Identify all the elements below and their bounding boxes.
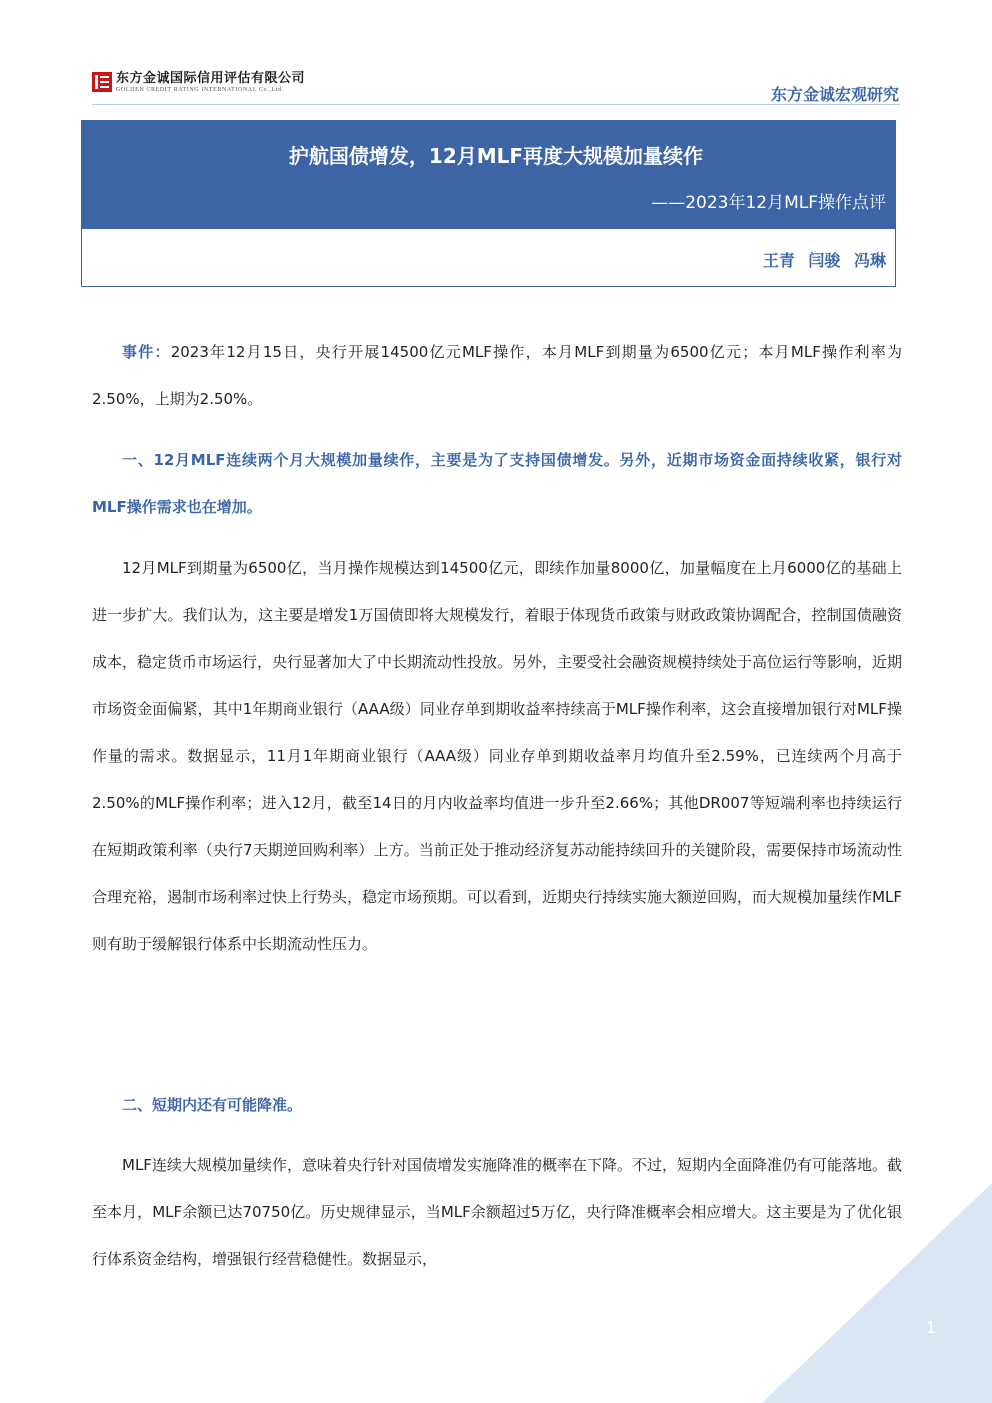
report-subtitle: ——2023年12月MLF操作点评 [651,193,886,213]
section-1-paragraph: 12月MLF到期量为6500亿，当月操作规模达到14500亿元，即续作加量8000亿，加量幅度在上月6000亿的基础上进一步扩大。我们认为，这主要是增发1万国债即将大规模发行，着眼于体现货币政策与财政政策协调配合，控制国债融资成本，稳定货币市场运行，央行显著加大了中长期流动性投放。另外，主要受社会融资规模持续处于高位运行等影响，近期市场资金面偏紧，其中1年期商业银行（AAA级）同业存单到期收益率持续高于MLF操作利率，这会直接增加银行对MLF操作量的需求。数据显示，11月1年期商业银行（AAA级）同业存单到期收益率月均值升至2.59%，已连续两个月高于2.50%的MLF操作利率；进入12月，截至14日的月内收益率均值进一步升至2.66%；其他DR007等短端利率也持续运行在短期政策利率（央行7天期逆回购利率）上方。当前正处于推动经济复苏动能持续回升的关键阶段，需要保持市场流动性合理充裕，遏制市场利率过快上行势头，稳定市场预期。可以看到，近期央行持续实施大额逆回购，而大规模加量续作MLF则有助于缓解银行体系中长期流动性压力。 [92,559,903,953]
logo-mark-icon [92,72,112,92]
series-brand: 东方金诚宏观研究 [770,85,899,104]
event-label: 事件： [122,343,171,361]
event-paragraph [92,329,902,423]
page-number: 1 [926,1318,937,1337]
company-name-cn: 东方金诚国际信用评估有限公司 [116,71,306,86]
section-heading-1: 一、12月MLF连续两个月大规模加量续作，主要是为了支持国债增发。另外，近期市场资金面持续收紧，银行对MLF操作需求也在增加。 [92,451,902,516]
company-logo [92,72,305,96]
company-name-en: GOLDEN CREDIT RATING INTERNATIONAL Co.,Ltd. [116,87,284,93]
header-divider [92,104,900,105]
event-text: 2023年12月15日，央行开展14500亿元MLF操作，本月MLF到期量为6500亿元；本月MLF操作利率为2.50%，上期为2.50%。 [92,343,902,408]
report-authors: 王青 闫骏 冯琳 [762,251,886,270]
section-2-paragraph: MLF连续大规模加量续作，意味着央行针对国债增发实施降准的概率在下降。不过，短期内全面降准仍有可能落地。截至本月，MLF余额已达70750亿。历史规律显示，当MLF余额超过5万亿，央行降准概率会相应增大。这主要是为了优化银行体系资金结构，增强银行经营稳健性。数据显示， [92,1156,902,1268]
section-heading-2: 二、短期内还有可能降准。 [122,1096,303,1114]
report-title: 护航国债增发，12月MLF再度大规模加量续作 [288,144,704,168]
corner-decoration [762,1183,992,1403]
